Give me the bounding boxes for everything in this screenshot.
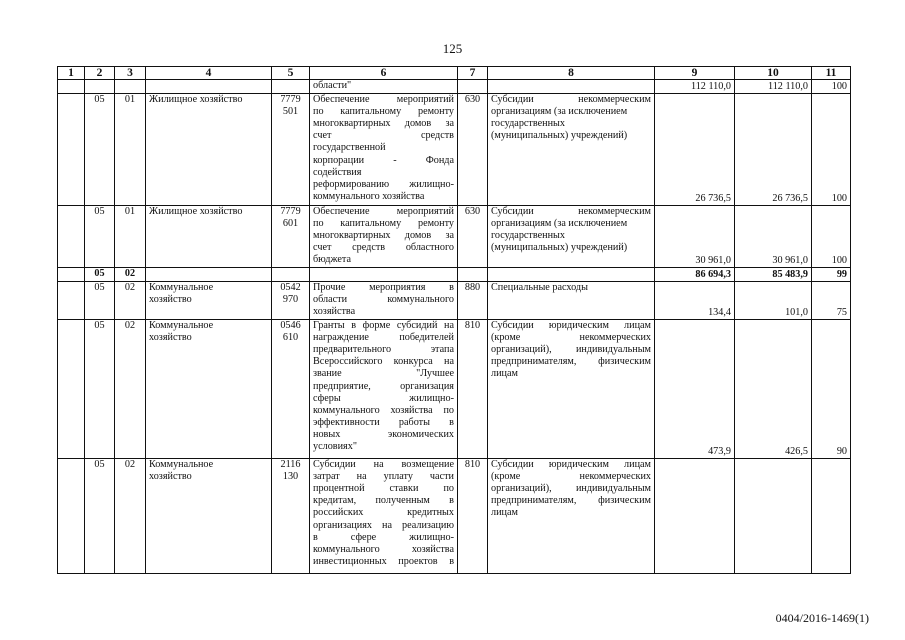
cell-actual: 85 483,9 bbox=[735, 268, 812, 282]
cell-actual: 30 961,0 bbox=[735, 206, 812, 268]
cell-plan: 26 736,5 bbox=[655, 94, 735, 206]
cell-subsection: 01 bbox=[115, 94, 146, 206]
cell-name: Коммунальное хозяйство bbox=[146, 459, 272, 574]
cell-section: 05 bbox=[85, 320, 115, 459]
cell-plan: 112 110,0 bbox=[655, 80, 735, 94]
cell-expense-name: Субсидии некоммерческим организациям (за исключением государственных (муниципальных) учреждений) bbox=[488, 206, 655, 268]
cell-actual: 426,5 bbox=[735, 320, 812, 459]
cell-expense-name: Субсидии юридическим лицам (кроме некоммерческих организаций), индивидуальным предпринимателям, физическим лицам bbox=[488, 320, 655, 459]
cell-plan: 134,4 bbox=[655, 282, 735, 320]
cell-percent: 99 bbox=[812, 268, 851, 282]
cell-name: Коммунальное хозяйство bbox=[146, 320, 272, 459]
header-cell: 9 bbox=[655, 67, 735, 80]
budget-table bbox=[57, 66, 851, 574]
header-cell: 5 bbox=[272, 67, 310, 80]
cell-subsection: 02 bbox=[115, 282, 146, 320]
cell-code: 0542 970 bbox=[272, 282, 310, 320]
cell-subsection: 01 bbox=[115, 206, 146, 268]
cell-expense-type: 880 bbox=[458, 282, 488, 320]
cell-code: 7779 601 bbox=[272, 206, 310, 268]
cell-expense-name: Специальные расходы bbox=[488, 282, 655, 320]
cell-section: 05 bbox=[85, 282, 115, 320]
cell-expense-name: Субсидии некоммерческим организациям (за исключением государственных (муниципальных) учреждений) bbox=[488, 94, 655, 206]
cell-subsection: 02 bbox=[115, 459, 146, 574]
table-row bbox=[58, 80, 851, 94]
table-row bbox=[58, 206, 851, 268]
header-cell: 2 bbox=[85, 67, 115, 80]
cell-plan: 473,9 bbox=[655, 320, 735, 459]
cell-purpose: Обеспечение мероприятий по капитальному ремонту многоквартирных домов за счет средств областного бюджета bbox=[310, 206, 458, 268]
subtotal-row bbox=[58, 268, 851, 282]
page-number: 125 bbox=[442, 41, 463, 56]
cell-subsection: 02 bbox=[115, 268, 146, 282]
cell-expense-type: 630 bbox=[458, 94, 488, 206]
cell-expense-type: 810 bbox=[458, 320, 488, 459]
table-row bbox=[58, 320, 851, 459]
cell-code: 0546 610 bbox=[272, 320, 310, 459]
cell-purpose: Обеспечение мероприятий по капитальному ремонту многоквартирных домов за счет средств государственной корпорации - Фонда содействия реформированию жилищно- коммунального хозяйства bbox=[310, 94, 458, 206]
cell-percent: 100 bbox=[812, 94, 851, 206]
cell-code: 2116 130 bbox=[272, 459, 310, 574]
cell-percent: 75 bbox=[812, 282, 851, 320]
table-row bbox=[58, 459, 851, 574]
cell-actual: 26 736,5 bbox=[735, 94, 812, 206]
document-code: 0404/2016-1469(1) bbox=[775, 611, 869, 625]
cell-name: Жилищное хозяйство bbox=[146, 206, 272, 268]
header-cell: 6 bbox=[310, 67, 458, 80]
cell-subsection: 02 bbox=[115, 320, 146, 459]
header-cell: 1 bbox=[58, 67, 85, 80]
cell-name: Жилищное хозяйство bbox=[146, 94, 272, 206]
cell-purpose: области" bbox=[310, 80, 458, 94]
cell-actual: 112 110,0 bbox=[735, 80, 812, 94]
cell-percent: 90 bbox=[812, 320, 851, 459]
cell-percent: 100 bbox=[812, 206, 851, 268]
cell-section: 05 bbox=[85, 268, 115, 282]
header-cell: 4 bbox=[146, 67, 272, 80]
cell-code: 7779 501 bbox=[272, 94, 310, 206]
header-cell: 7 bbox=[458, 67, 488, 80]
header-cell: 11 bbox=[812, 67, 851, 80]
header-row bbox=[58, 67, 851, 80]
cell-purpose: Гранты в форме субсидий на награждение победителей предварительного этапа Всероссийского конкурса на звание "Лучшее предприятие, организация сферы жилищно- коммунального хозяйства по эффективности работы в новых экономических условиях" bbox=[310, 320, 458, 459]
cell-expense-name: Субсидии юридическим лицам (кроме некоммерческих организаций), индивидуальным предпринимателям, физическим лицам bbox=[488, 459, 655, 574]
cell-name: Коммунальное хозяйство bbox=[146, 282, 272, 320]
cell-expense-type: 810 bbox=[458, 459, 488, 574]
cell-plan: 86 694,3 bbox=[655, 268, 735, 282]
cell-expense-type: 630 bbox=[458, 206, 488, 268]
table-row bbox=[58, 94, 851, 206]
cell-purpose: Субсидии на возмещение затрат на уплату части процентной ставки по кредитам, полученным в российских кредитных организациях на реализацию в сфере жилищно- коммунального хозяйства инвестиционных проектов в bbox=[310, 459, 458, 574]
cell-plan: 30 961,0 bbox=[655, 206, 735, 268]
cell-section: 05 bbox=[85, 459, 115, 574]
cell-actual: 101,0 bbox=[735, 282, 812, 320]
cell-section: 05 bbox=[85, 94, 115, 206]
cell-percent: 100 bbox=[812, 80, 851, 94]
cell-section: 05 bbox=[85, 206, 115, 268]
header-cell: 3 bbox=[115, 67, 146, 80]
table-row bbox=[58, 282, 851, 320]
header-cell: 8 bbox=[488, 67, 655, 80]
cell-purpose: Прочие мероприятия в области коммунального хозяйства bbox=[310, 282, 458, 320]
header-cell: 10 bbox=[735, 67, 812, 80]
